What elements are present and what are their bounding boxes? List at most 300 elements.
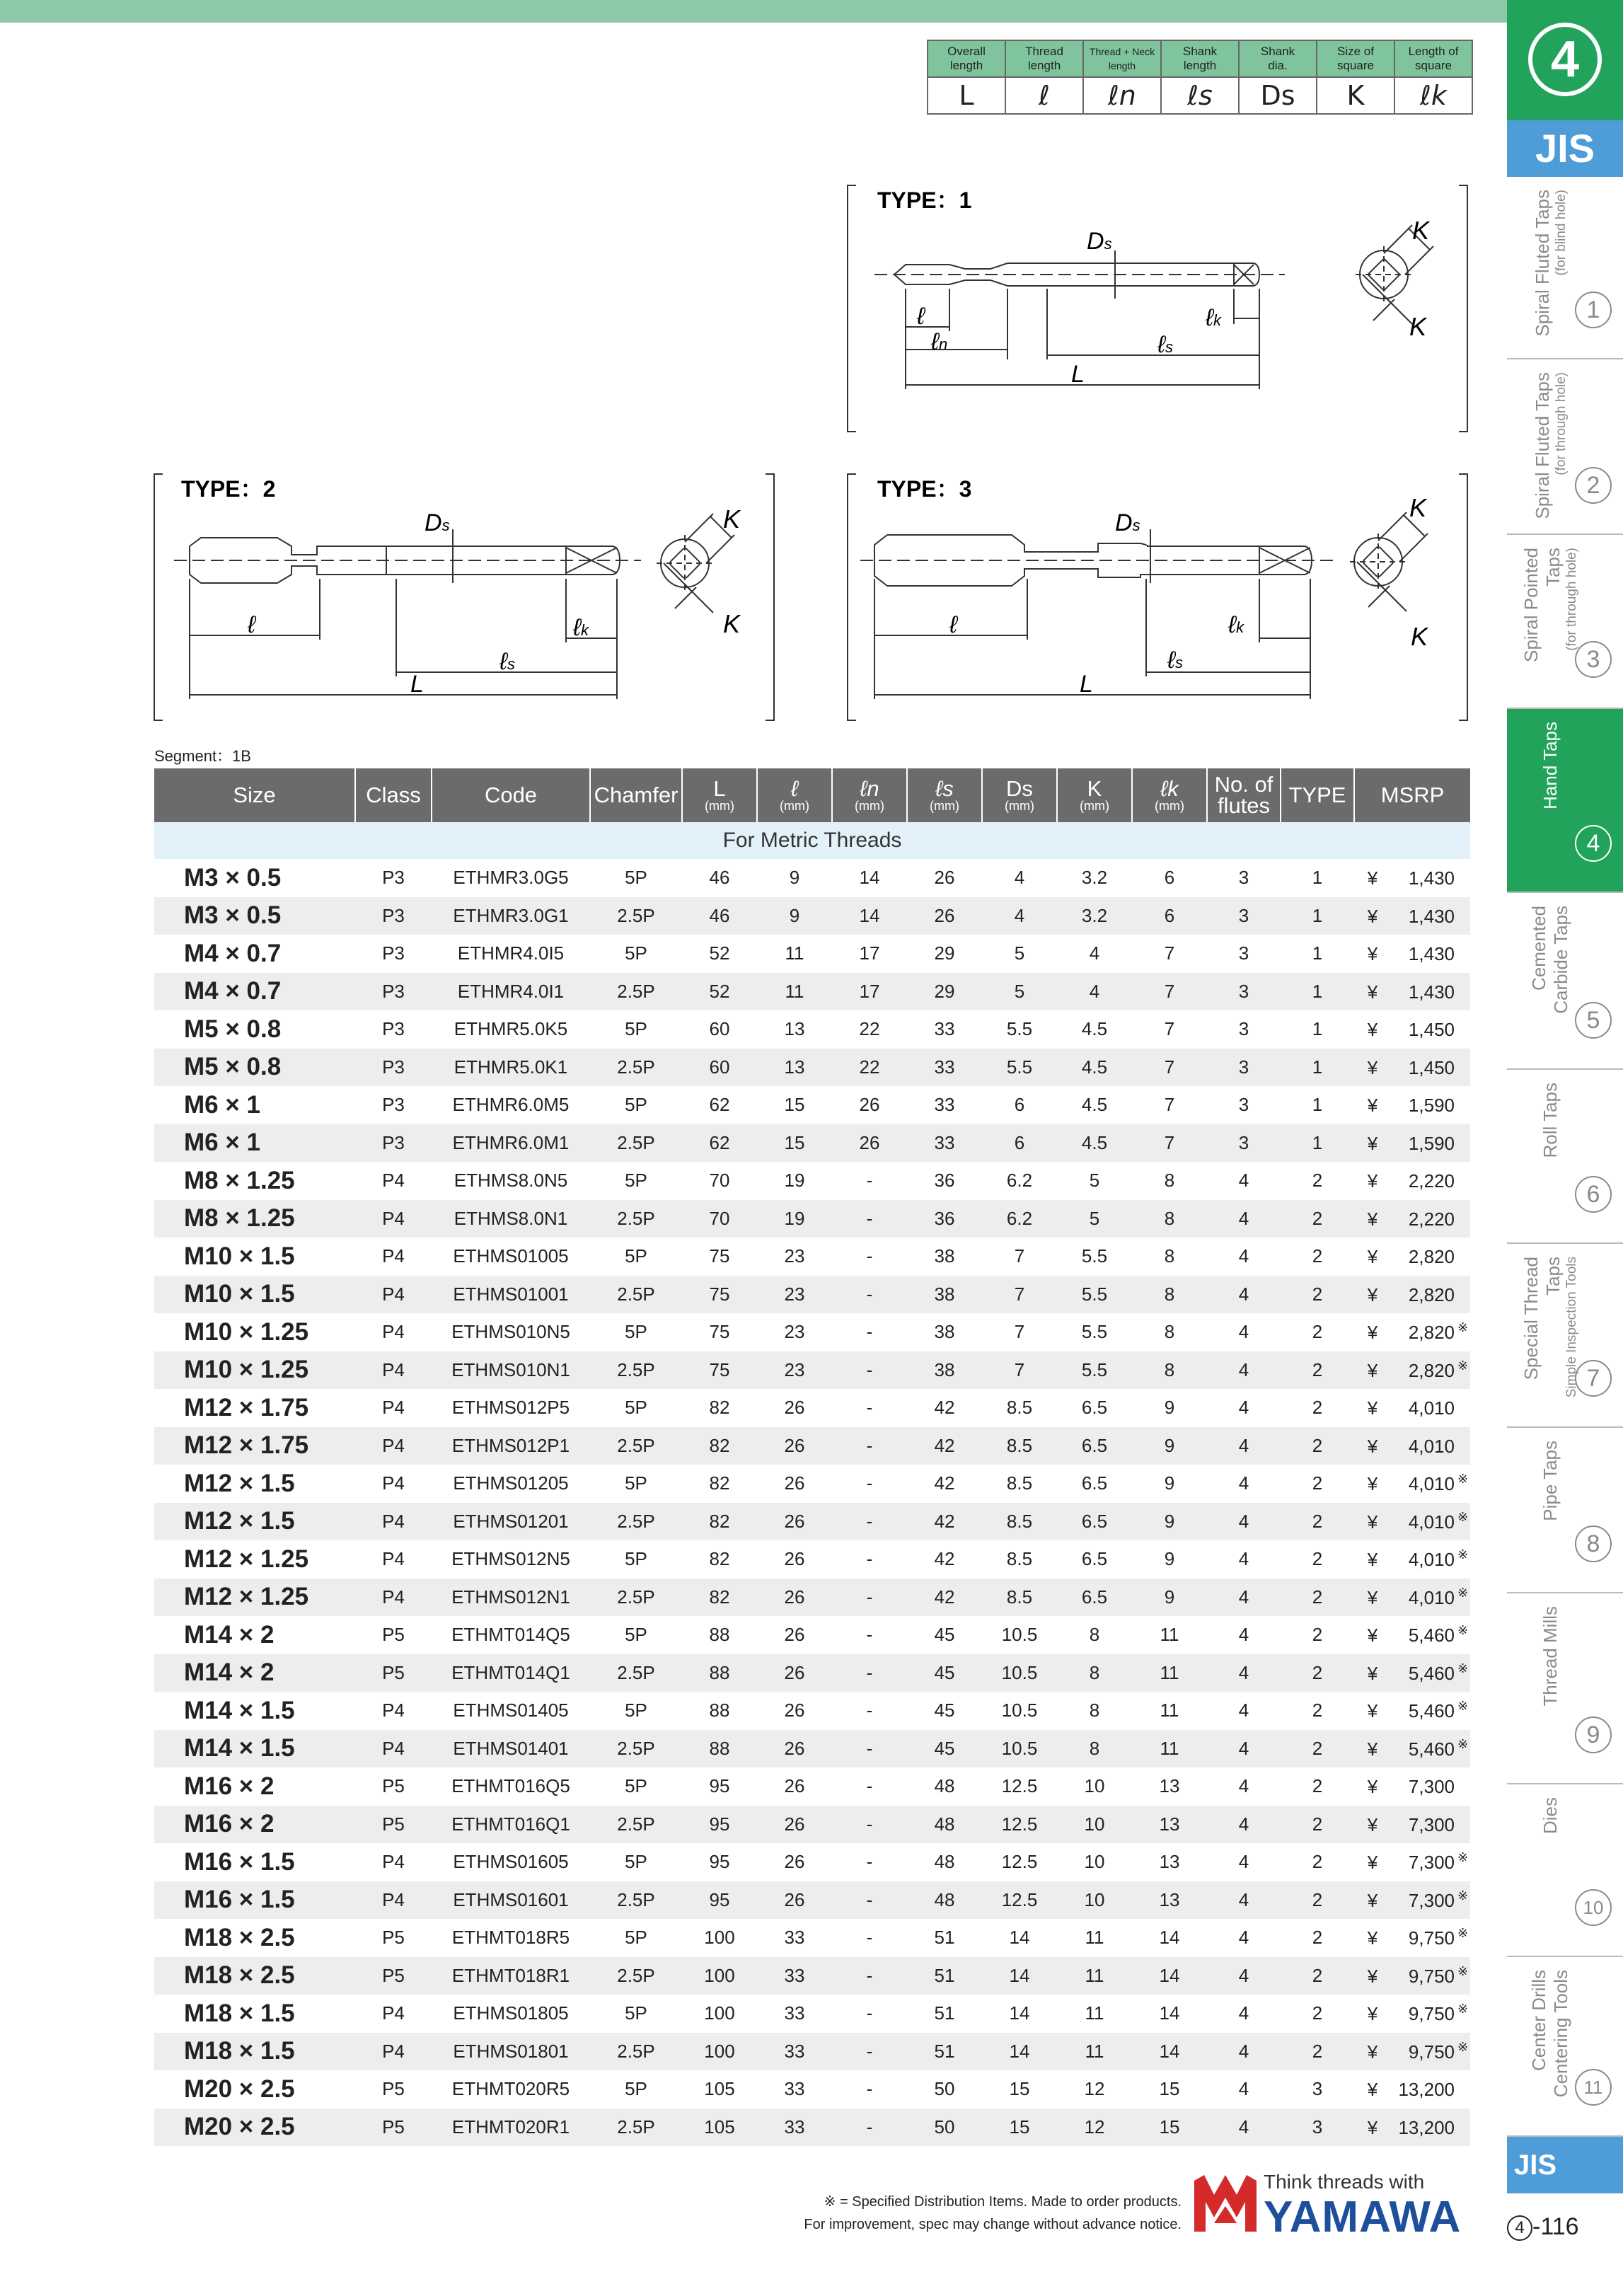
cell-flutes: 4 <box>1207 2033 1281 2071</box>
cell-chamfer: 5P <box>625 1018 647 1040</box>
svg-text:ℓ: ℓ <box>949 611 957 638</box>
cell-ln: 14 <box>832 897 907 935</box>
cell-lk: 14 <box>1159 2002 1180 2024</box>
table-row <box>154 1465 1470 1503</box>
cell-code: ETHMR3.0G1 <box>432 897 590 935</box>
distribution-mark: ※ <box>1457 1358 1469 1373</box>
cell-class: P4 <box>355 1200 432 1238</box>
cell-K: 11 <box>1085 2002 1104 2024</box>
col-L: L (mm) <box>682 768 757 822</box>
cell-lk: 6 <box>1132 897 1207 935</box>
sidebar-tab-2[interactable] <box>1507 359 1623 535</box>
cell-ls: 38 <box>934 1321 955 1343</box>
msrp-value: 9,750 <box>1408 1965 1455 1987</box>
distribution-mark: ※ <box>1457 1547 1469 1562</box>
cell-l: 15 <box>757 1124 832 1163</box>
sidebar-tab-5[interactable] <box>1507 893 1623 1070</box>
type-3-diagram <box>846 473 1469 722</box>
cell-ln: - <box>832 1730 907 1768</box>
table-row <box>154 1995 1470 2033</box>
cell-msrp <box>1354 1503 1470 1541</box>
col-type: TYPE <box>1281 768 1354 822</box>
cell-l: 26 <box>784 1472 805 1494</box>
svg-text:ℓs: ℓs <box>1167 647 1183 674</box>
cell-type: 2 <box>1312 1170 1323 1192</box>
cell-type: 2 <box>1312 1851 1323 1873</box>
sidebar-tab-number: 2 <box>1575 467 1612 504</box>
col-class: Class <box>355 768 432 822</box>
distribution-mark: ※ <box>1457 1509 1469 1524</box>
cell-type: 1 <box>1312 942 1323 964</box>
sidebar-tab-10[interactable] <box>1507 1784 1623 1957</box>
msrp-value: 1,430 <box>1408 905 1455 927</box>
cell-msrp <box>1354 1465 1470 1503</box>
msrp-value: 2,820 <box>1408 1359 1455 1381</box>
cell-Ds: 12.5 <box>1001 1851 1038 1873</box>
footnote-line-1: ※ = Specified Distribution Items. Made to order products. <box>824 2194 1182 2210</box>
cell-class: P4 <box>355 2033 432 2071</box>
cell-l: 13 <box>784 1018 805 1040</box>
cell-type: 2 <box>1281 1654 1354 1692</box>
sidebar-tab-number: 9 <box>1575 1717 1612 1753</box>
cell-chamfer: 5P <box>625 1624 647 1646</box>
cell-class: P4 <box>355 1351 432 1390</box>
cell-lk: 11 <box>1160 1700 1179 1721</box>
cell-K: 11 <box>1057 1957 1132 1995</box>
legend-symbol: Ds <box>1239 77 1317 114</box>
cell-flutes: 4 <box>1207 1276 1281 1314</box>
cell-type: 2 <box>1281 1200 1354 1238</box>
sidebar-tab-label <box>1518 372 1582 521</box>
cell-lk: 7 <box>1164 1018 1175 1040</box>
svg-text:L: L <box>1071 361 1085 388</box>
sidebar-tab-8[interactable] <box>1507 1428 1623 1593</box>
cell-class: P5 <box>355 1806 432 1844</box>
svg-text:K: K <box>1412 216 1430 245</box>
cell-ln: 26 <box>859 1094 880 1116</box>
cell-chamfer: 2.5P <box>590 1806 682 1844</box>
svg-text:K: K <box>723 504 741 533</box>
cell-type: 2 <box>1281 1881 1354 1920</box>
sidebar-tab-6[interactable] <box>1507 1070 1623 1244</box>
cell-class: P3 <box>382 1018 405 1040</box>
cell-L: 75 <box>709 1321 730 1343</box>
sidebar-tab-9[interactable] <box>1507 1593 1623 1784</box>
cell-l: 19 <box>757 1200 832 1238</box>
cell-code: ETHMS010N5 <box>451 1321 570 1343</box>
cell-L: 88 <box>682 1730 757 1768</box>
distribution-mark: ※ <box>1457 1963 1469 1978</box>
svg-text:K: K <box>1409 493 1427 522</box>
cell-K: 8 <box>1089 1624 1100 1646</box>
cell-L: 46 <box>682 897 757 935</box>
cell-code: ETHMT014Q1 <box>432 1654 590 1692</box>
cell-L: 75 <box>709 1245 730 1267</box>
msrp-value: 1,430 <box>1408 943 1455 965</box>
sidebar-tab-number: 8 <box>1575 1525 1612 1562</box>
cell-code: ETHMS01201 <box>432 1503 590 1541</box>
msrp-value: 4,010 <box>1408 1473 1455 1495</box>
sidebar-tab-4[interactable] <box>1507 709 1623 893</box>
sidebar-tab-number: 7 <box>1575 1360 1612 1397</box>
cell-ls: 51 <box>934 1927 955 1949</box>
chapter-number: 4 <box>1528 23 1602 96</box>
cell-Ds: 7 <box>1014 1245 1025 1267</box>
cell-chamfer: 5P <box>625 867 647 889</box>
cell-class: P4 <box>382 1548 405 1570</box>
cell-l: 23 <box>757 1276 832 1314</box>
table-row <box>154 1957 1470 1995</box>
cell-L: 100 <box>682 2033 757 2071</box>
legend-symbol: ℓk <box>1394 77 1472 114</box>
msrp-value: 1,450 <box>1408 1019 1455 1041</box>
currency-symbol: ¥ <box>1367 2041 1378 2063</box>
cell-lk: 8 <box>1164 1245 1175 1267</box>
msrp-value: 4,010 <box>1408 1397 1455 1419</box>
msrp-value: 4,010 <box>1408 1549 1455 1571</box>
col-size: Size <box>154 768 355 822</box>
cell-ls: 45 <box>934 1700 955 1721</box>
cell-l: 23 <box>757 1351 832 1390</box>
cell-flutes: 4 <box>1238 2078 1249 2100</box>
table-row <box>154 1238 1470 1276</box>
cell-ls: 48 <box>934 1851 955 1873</box>
msrp-value: 7,300 <box>1408 1889 1455 1911</box>
sidebar-tab-label <box>1518 1257 1582 1405</box>
cell-ln: - <box>866 1927 873 1949</box>
cell-L: 105 <box>682 2108 757 2147</box>
cell-ln: 14 <box>859 867 880 889</box>
cell-K: 3.2 <box>1057 897 1132 935</box>
cell-lk: 7 <box>1164 942 1175 964</box>
msrp-value: 4,010 <box>1408 1511 1455 1533</box>
cell-size: M12 × 1.25 <box>154 1579 355 1617</box>
cell-ln: 17 <box>859 942 880 964</box>
msrp-value: 1,450 <box>1408 1056 1455 1078</box>
distribution-mark: ※ <box>1457 1736 1469 1751</box>
cell-chamfer: 5P <box>625 1397 647 1419</box>
cell-code: ETHMS01005 <box>453 1245 569 1267</box>
cell-flutes: 4 <box>1238 1170 1249 1192</box>
cell-l: 11 <box>785 942 804 964</box>
cell-l: 33 <box>757 2108 832 2147</box>
sidebar-tab-subtitle: (for through hole) <box>1564 548 1579 651</box>
sidebar-tab-title: Spiral Pointed Taps <box>1520 548 1564 662</box>
cell-chamfer: 5P <box>625 1170 647 1192</box>
cell-l: 26 <box>757 1881 832 1920</box>
cell-K: 10 <box>1084 1775 1105 1797</box>
cell-Ds: 12.5 <box>1001 1775 1038 1797</box>
cell-class: P5 <box>355 1654 432 1692</box>
cell-size: M10 × 1.25 <box>184 1317 309 1346</box>
cell-Ds: 6.2 <box>982 1200 1057 1238</box>
cell-Ds: 5.5 <box>1006 1018 1033 1040</box>
col-Ds: Ds (mm) <box>982 768 1057 822</box>
cell-l: 26 <box>757 1427 832 1465</box>
currency-symbol: ¥ <box>1367 1662 1378 1684</box>
cell-size: M4 × 0.7 <box>184 939 282 967</box>
cell-type: 2 <box>1281 1351 1354 1390</box>
cell-code: ETHMS01805 <box>453 2002 569 2024</box>
section-label: For Metric Threads <box>154 822 1470 859</box>
currency-symbol: ¥ <box>1367 1927 1378 1949</box>
cell-class: P3 <box>355 973 432 1011</box>
cell-l: 26 <box>784 1700 805 1721</box>
currency-symbol: ¥ <box>1367 1511 1378 1533</box>
sidebar-tab-label <box>1518 1797 1582 1946</box>
cell-ls: 51 <box>907 1957 982 1995</box>
col-l: ℓ (mm) <box>757 768 832 822</box>
cell-flutes: 4 <box>1238 1851 1249 1873</box>
currency-symbol: ¥ <box>1367 1776 1378 1798</box>
cell-size: M10 × 1.5 <box>184 1242 295 1270</box>
cell-ln: 26 <box>832 1124 907 1163</box>
cell-ls: 51 <box>934 2002 955 2024</box>
cell-flutes: 3 <box>1238 1094 1249 1116</box>
cell-code: ETHMT014Q5 <box>451 1624 570 1646</box>
cell-ln: - <box>866 1775 873 1797</box>
cell-Ds: 8.5 <box>1006 1397 1033 1419</box>
legend-label: Overall length <box>928 40 1005 77</box>
table-row <box>154 1616 1470 1654</box>
sidebar-tab-title: Thread Mills <box>1539 1606 1561 1707</box>
cell-size: M4 × 0.7 <box>154 973 355 1011</box>
msrp-value: 2,820 <box>1408 1283 1455 1305</box>
cell-flutes: 4 <box>1207 1957 1281 1995</box>
cell-type: 2 <box>1281 1579 1354 1617</box>
cell-flutes: 3 <box>1207 973 1281 1011</box>
cell-type: 2 <box>1312 1245 1323 1267</box>
cell-chamfer: 2.5P <box>590 1049 682 1087</box>
sidebar-tab-number: 11 <box>1575 2069 1612 2106</box>
legend-label: Size of square <box>1317 40 1394 77</box>
cell-l: 26 <box>757 1579 832 1617</box>
legend-label: Thread + Neck length <box>1083 40 1161 77</box>
sidebar-tab-label <box>1518 722 1582 870</box>
currency-symbol: ¥ <box>1367 1397 1378 1419</box>
cell-size: M12 × 1.5 <box>154 1503 355 1541</box>
cell-type: 2 <box>1312 2002 1323 2024</box>
currency-symbol: ¥ <box>1367 1359 1378 1381</box>
cell-l: 11 <box>757 973 832 1011</box>
cell-ln: - <box>866 1397 873 1419</box>
cell-code: ETHMS01401 <box>432 1730 590 1768</box>
cell-msrp <box>1354 1389 1470 1427</box>
cell-chamfer: 2.5P <box>590 2033 682 2071</box>
distribution-mark: ※ <box>1457 1699 1469 1714</box>
table-row <box>154 2033 1470 2071</box>
sidebar-tab-label <box>1518 190 1582 338</box>
cell-ls: 45 <box>907 1654 982 1692</box>
cell-Ds: 10.5 <box>1001 1624 1038 1646</box>
sidebar-tab-11[interactable] <box>1507 1957 1623 2137</box>
cell-chamfer: 5P <box>625 1472 647 1494</box>
cell-flutes: 4 <box>1207 1579 1281 1617</box>
cell-K: 10 <box>1084 1851 1105 1873</box>
chapter-sidebar <box>1507 0 1623 2296</box>
currency-symbol: ¥ <box>1367 2003 1378 2025</box>
cell-flutes: 4 <box>1207 1200 1281 1238</box>
cell-class: P5 <box>382 2078 405 2100</box>
cell-ls: 51 <box>907 2033 982 2071</box>
cell-l: 33 <box>784 2078 805 2100</box>
legend-symbol: ℓ <box>1005 77 1083 114</box>
currency-symbol: ¥ <box>1367 867 1378 889</box>
cell-code: ETHMS012P5 <box>451 1397 570 1419</box>
cell-code: ETHMR5.0K5 <box>454 1018 568 1040</box>
cell-ls: 42 <box>934 1397 955 1419</box>
cell-K: 4.5 <box>1057 1124 1132 1163</box>
currency-symbol: ¥ <box>1367 1625 1378 1646</box>
cell-K: 3.2 <box>1081 867 1108 889</box>
cell-Ds: 7 <box>982 1351 1057 1390</box>
currency-symbol: ¥ <box>1367 1435 1378 1457</box>
cell-chamfer: 2.5P <box>590 1200 682 1238</box>
cell-size: M20 × 2.5 <box>184 2075 295 2103</box>
sidebar-tab-3[interactable] <box>1507 535 1623 709</box>
cell-type: 2 <box>1312 1321 1323 1343</box>
chapter-tag: JIS <box>1507 120 1623 177</box>
cell-l: 26 <box>784 1548 805 1570</box>
cell-chamfer: 2.5P <box>590 1503 682 1541</box>
currency-symbol: ¥ <box>1367 1586 1378 1608</box>
svg-text:ℓk: ℓk <box>1206 304 1221 331</box>
sidebar-tab-subtitle: (for through hole) <box>1553 372 1569 475</box>
cell-Ds: 8.5 <box>1006 1548 1033 1570</box>
legend-symbol: L <box>928 77 1005 114</box>
cell-size: M3 × 0.5 <box>184 863 282 892</box>
cell-class: P4 <box>382 1472 405 1494</box>
cell-ln: - <box>832 1276 907 1314</box>
currency-symbol: ¥ <box>1367 1208 1378 1230</box>
cell-L: 100 <box>704 1927 735 1949</box>
cell-type: 1 <box>1281 1124 1354 1163</box>
cell-size: M16 × 2 <box>184 1772 275 1800</box>
cell-flutes: 3 <box>1207 1049 1281 1087</box>
sidebar-tab-7[interactable] <box>1507 1244 1623 1428</box>
msrp-value: 1,430 <box>1408 867 1455 889</box>
cell-ln: 17 <box>832 973 907 1011</box>
sidebar-tab-label <box>1518 906 1582 1054</box>
cell-flutes: 3 <box>1238 942 1249 964</box>
msrp-value: 5,460 <box>1408 1700 1455 1722</box>
cell-lk: 7 <box>1132 973 1207 1011</box>
cell-size: M14 × 1.5 <box>154 1730 355 1768</box>
cell-msrp <box>1354 1654 1470 1692</box>
cell-class: P5 <box>382 1624 405 1646</box>
cell-msrp <box>1354 1579 1470 1617</box>
cell-msrp <box>1354 1238 1470 1276</box>
cell-class: P5 <box>382 1775 405 1797</box>
cell-msrp <box>1354 1049 1470 1087</box>
cell-class: P4 <box>382 1321 405 1343</box>
cell-type: 2 <box>1281 1730 1354 1768</box>
cell-Ds: 4 <box>1014 867 1025 889</box>
cell-msrp <box>1354 1767 1470 1806</box>
table-row <box>154 2108 1470 2147</box>
cell-l: 26 <box>757 1806 832 1844</box>
cell-Ds: 7 <box>982 1276 1057 1314</box>
cell-ln: - <box>866 2002 873 2024</box>
cell-chamfer: 5P <box>625 2078 647 2100</box>
cell-L: 82 <box>709 1548 730 1570</box>
sidebar-tab-1[interactable] <box>1507 177 1623 359</box>
msrp-value: 13,200 <box>1398 2116 1455 2138</box>
cell-ln: - <box>832 1654 907 1692</box>
col-flutes: No. of flutes <box>1207 768 1281 822</box>
sidebar-tab-number: 5 <box>1575 1002 1612 1039</box>
cell-class: P4 <box>355 1503 432 1541</box>
sidebar-tab-label <box>1518 1441 1582 1589</box>
cell-type: 1 <box>1281 973 1354 1011</box>
cell-chamfer: 2.5P <box>590 1579 682 1617</box>
currency-symbol: ¥ <box>1367 1322 1378 1344</box>
cell-K: 4 <box>1089 942 1100 964</box>
currency-symbol: ¥ <box>1367 1813 1378 1835</box>
cell-ln: - <box>832 1957 907 1995</box>
cell-chamfer: 2.5P <box>590 1957 682 1995</box>
cell-l: 23 <box>784 1245 805 1267</box>
cell-chamfer: 5P <box>625 1700 647 1721</box>
table-row <box>154 1124 1470 1163</box>
cell-msrp <box>1354 897 1470 935</box>
cell-msrp <box>1354 1200 1470 1238</box>
section-row <box>154 822 1470 859</box>
cell-msrp <box>1354 1919 1470 1957</box>
cell-Ds: 5 <box>1014 942 1025 964</box>
col-ln: ℓn (mm) <box>832 768 907 822</box>
cell-chamfer: 2.5P <box>590 1654 682 1692</box>
cell-Ds: 5 <box>982 973 1057 1011</box>
cell-msrp <box>1354 1843 1470 1881</box>
msrp-value: 9,750 <box>1408 2003 1455 2025</box>
cell-ls: 42 <box>907 1427 982 1465</box>
cell-lk: 7 <box>1132 1124 1207 1163</box>
cell-L: 95 <box>682 1881 757 1920</box>
currency-symbol: ¥ <box>1367 1246 1378 1268</box>
cell-L: 62 <box>709 1094 730 1116</box>
table-row <box>154 1351 1470 1390</box>
table-row <box>154 1881 1470 1920</box>
cell-K: 5.5 <box>1057 1351 1132 1390</box>
table-row <box>154 973 1470 1011</box>
currency-symbol: ¥ <box>1367 1019 1378 1041</box>
cell-code: ETHMT018R5 <box>451 1927 570 1949</box>
cell-L: 82 <box>682 1579 757 1617</box>
currency-symbol: ¥ <box>1367 981 1378 1003</box>
cell-msrp <box>1354 1806 1470 1844</box>
cell-flutes: 4 <box>1238 1927 1249 1949</box>
cell-Ds: 4 <box>982 897 1057 935</box>
sidebar-tab-label <box>1518 1970 1582 2118</box>
cell-class: P4 <box>355 1730 432 1768</box>
cell-K: 12 <box>1084 2078 1105 2100</box>
cell-ln: - <box>866 1321 873 1343</box>
col-code: Code <box>432 768 590 822</box>
table-row <box>154 1313 1470 1351</box>
cell-Ds: 7 <box>1014 1321 1025 1343</box>
cell-msrp <box>1354 1124 1470 1163</box>
cell-l: 33 <box>784 2002 805 2024</box>
cell-chamfer: 2.5P <box>590 1124 682 1163</box>
col-K: K (mm) <box>1057 768 1132 822</box>
cell-L: 88 <box>682 1654 757 1692</box>
cell-size: M20 × 2.5 <box>154 2108 355 2147</box>
table-row <box>154 1427 1470 1465</box>
cell-size: M12 × 1.25 <box>184 1545 309 1573</box>
cell-L: 88 <box>709 1700 730 1721</box>
cell-ls: 42 <box>907 1579 982 1617</box>
